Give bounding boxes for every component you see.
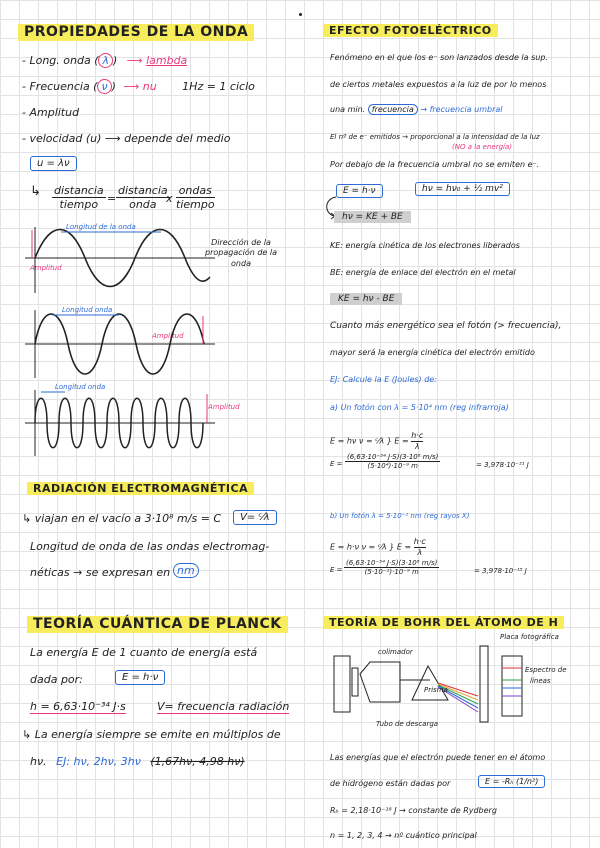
foto-a-eq1: E = hν ν = ᶜ⁄λ } E = $\frac{h\cdot c}{\lambda}$ <box>330 431 424 451</box>
foto-a-fraction: (6,63·10⁻³⁴ J·S)(3·10⁸ m/s) (5·10⁴)·10⁻⁹ m <box>347 453 439 471</box>
bohr-line2: de hidrógeno están dadas por <box>330 779 451 788</box>
times-sign: x <box>166 192 173 205</box>
bohr-title: TEORÍA DE BOHR DEL ÁTOMO DE H <box>323 616 564 629</box>
foto-a-title: a) Un fotón con λ = 5·10⁴ nm (reg infrarroja) <box>330 403 509 412</box>
planck-v-def: V= frecuencia radiación <box>157 700 290 713</box>
fraction-distancia-tiempo: distancia tiempo <box>54 184 104 212</box>
planck-e-box: E = h·ν <box>115 670 165 685</box>
wave2-amplitude-label: Amplitud <box>152 332 184 340</box>
foto-ke-def: KE: energía cinética de los electrones liberados <box>330 241 520 250</box>
wave2-length-label: Longitud onda <box>62 306 113 314</box>
foto-cuanto-2: mayor será la energía cinética del electrón emitido <box>330 348 535 357</box>
foto-ke-formula: KE = hν - BE <box>330 293 402 305</box>
radiacion-line3: néticas → se expresan en <box>30 566 171 579</box>
wave1-diagram <box>25 225 215 295</box>
wave3-amplitude-label: Amplitud <box>208 403 240 411</box>
long-onda-item: - Long. onda ( λ ) ⟶ lambda <box>22 54 188 67</box>
nm-circled: nm <box>173 563 199 578</box>
wave1-amplitude-label: Amplitud <box>30 264 62 272</box>
foto-line2: de ciertos metales expuestos a la luz de por lo menos <box>330 80 547 89</box>
planck-line3: ↳ La energía siempre se emite en múltiplos de <box>22 728 281 741</box>
wave2-diagram <box>25 308 215 380</box>
foto-line4-note: (NO a la energía) <box>452 143 513 151</box>
page-mark <box>299 13 302 16</box>
fraction-distancia-onda: distancia onda <box>118 184 168 212</box>
foto-line5: Por debajo de la frecuencia umbral no se emiten e⁻. <box>330 160 540 169</box>
bohr-line1: Las energías que el electrón puede tener en el átomo <box>330 753 546 762</box>
wave3-length-label: Longitud onda <box>55 383 106 391</box>
fraction-ondas-tiempo: ondas tiempo <box>176 184 215 212</box>
radiacion-line1: ↳ viajan en el vacío a 3·10⁸ m/s = C <box>22 512 222 525</box>
foto-a-result: = 3,978·10⁻²¹ J <box>476 461 529 469</box>
foto-line1: Fenómeno en el que los e⁻ son lanzados desde la sup. <box>330 53 548 62</box>
planck-h-def: h = 6,63·10⁻³⁴ J·s <box>30 700 126 713</box>
bohr-colimador-label: colimador <box>378 648 413 656</box>
u-formula-box: u = λν <box>30 156 77 171</box>
frecuencia-item: - Frecuencia ( ν ) ⟶ nu 1Hz = 1 ciclo <box>22 80 255 93</box>
radiacion-title: RADIACIÓN ELECTROMAGNÉTICA <box>27 482 254 495</box>
wave3-diagram <box>25 388 215 458</box>
v-formula-box: V= ᶜ⁄λ <box>233 510 277 525</box>
arrow-glyph: ↳ <box>30 184 41 199</box>
foto-be-def: BE: energía de enlace del electrón en el metal <box>330 268 516 277</box>
planck-title: TEORÍA CUÁNTICA DE PLANCK <box>27 616 288 633</box>
bohr-placa-label: Placa fotográfica <box>500 633 559 641</box>
foto-title: EFECTO FOTOELÉCTRICO <box>323 24 498 37</box>
wave1-length-label: Longitud de la onda <box>66 223 136 231</box>
foto-b-E: E = <box>330 566 343 574</box>
foto-ej: EJ: Calcule la E (Joules) de: <box>330 375 437 384</box>
foto-hv-box: hν = hν₀ + ½ mv² <box>415 182 510 196</box>
foto-b-title: b) Un fotón λ = 5·10⁻² nm (reg rayos X) <box>330 512 470 520</box>
equals-sign: = <box>107 192 117 205</box>
bohr-rh: Rₕ = 2,18·10⁻¹⁸ J → constante de Rydberg <box>330 806 497 815</box>
bohr-prisma-label: Prisma <box>424 686 448 694</box>
onda-title: PROPIEDADES DE LA ONDA <box>18 24 254 41</box>
radiacion-line2: Longitud de onda de las ondas electromag- <box>30 540 270 553</box>
planck-line1: La energía E de 1 cuanto de energía está <box>30 646 258 659</box>
velocidad-item: - velocidad (u) ⟶ depende del medio <box>22 132 231 145</box>
foto-b-fraction: (6,63·10⁻³⁴ J·S)(3·10⁸ m/s) (5·10⁻²)·10⁻⁹ m <box>346 559 438 577</box>
bohr-espectro-label-1: Espectro de <box>525 666 567 674</box>
foto-line3: una min. frecuencia → frecuencia umbral <box>330 105 503 114</box>
foto-b-result: = 3,978·10⁻¹⁵ J <box>474 567 527 575</box>
bohr-n: n = 1, 2, 3, 4 → nº cuántico principal <box>330 831 477 840</box>
bohr-tubo-label: Tubo de descarga <box>376 720 439 728</box>
bohr-espectro-label-2: líneas <box>530 677 551 685</box>
amplitud-item: - Amplitud <box>22 106 80 119</box>
foto-a-E: E = <box>330 460 343 468</box>
planck-line4: hν. EJ: hν, 2hν, 3hν (1,67hν, 4,98 hν) <box>30 755 245 768</box>
foto-b-eq1: E = h·ν ν = ᶜ⁄λ } E = $\frac{h\cdot c}{\lambda}$ <box>330 537 426 557</box>
foto-cuanto-1: Cuanto más energético sea el fotón (> frecuencia), <box>330 321 562 331</box>
direction-note: Dirección de la propagación de la onda <box>205 238 278 268</box>
foto-e-box: E = h·ν <box>336 184 383 198</box>
foto-line4: El nº de e⁻ emitidos → proporcional a la intensidad de la luz <box>330 133 540 141</box>
bohr-formula-box: E = -Rₕ (1/n²) <box>478 775 545 788</box>
foto-hv-ke-be: hν = KE + BE <box>334 211 411 223</box>
planck-line2: dada por: <box>30 673 83 686</box>
